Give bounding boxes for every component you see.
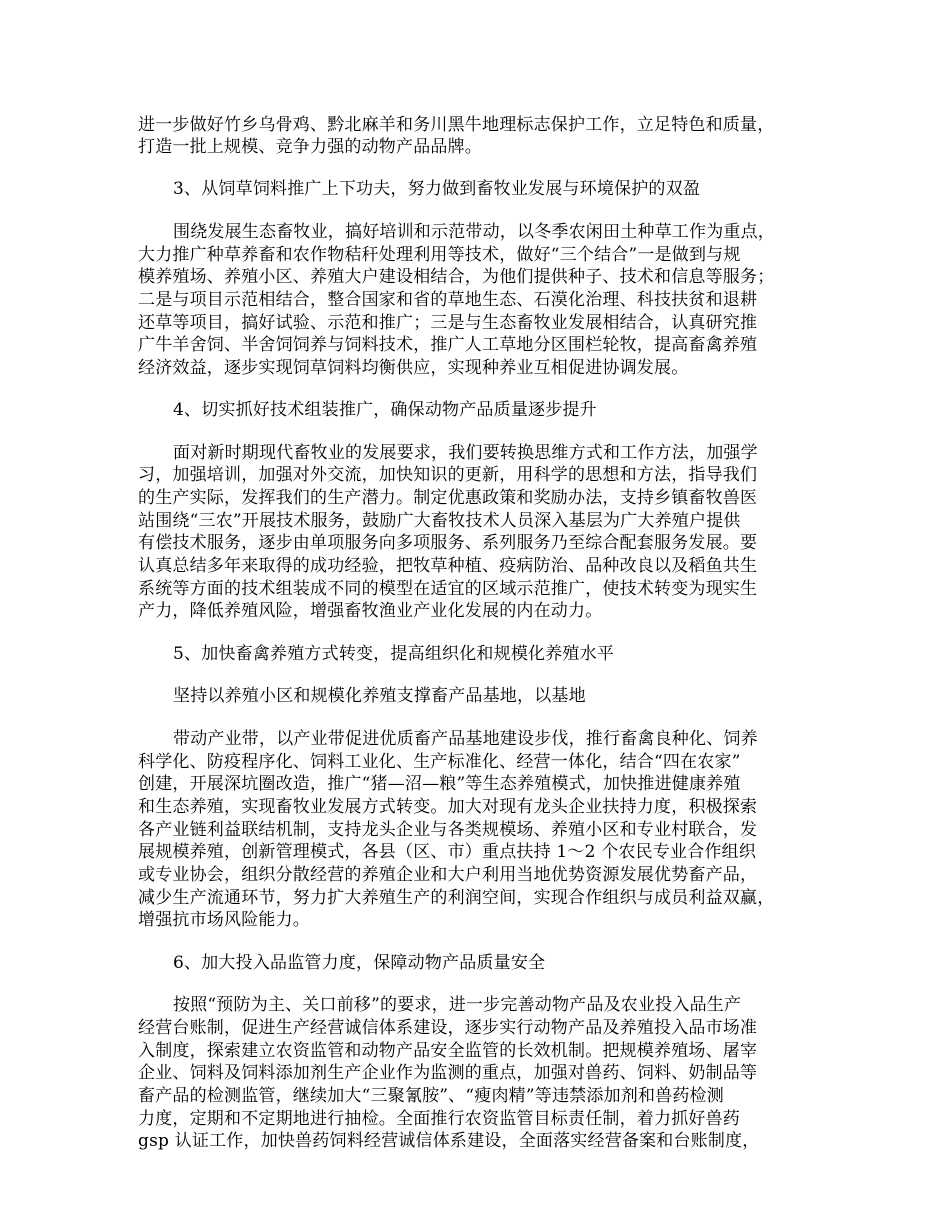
text-line: 科学化、防疫程序化、饲料工业化、生产标准化、经营一体化，结合“四在农家”: [138, 752, 741, 772]
text-line: 力度，定期和不定期地进行抽检。全面推行农资监管目标责任制，着力抓好兽药: [138, 1109, 740, 1129]
text-line: gsp 认证工作，加快兽药饲料经营诚信体系建设，全面落实经营备案和台账制度，: [138, 1131, 760, 1151]
text-line: 创建，开展深坑圈改造，推广“猪—沼—粮”等生态养殖模式，加快推进健康养殖: [138, 774, 741, 794]
text-line: 展规模养殖，创新管理模式，各县（区、市）重点扶持 1～2 个农民专业合作组织: [138, 842, 757, 862]
text-line: 还草等项目，搞好试验、示范和推广；三是与生态畜牧业发展相结合，认真研究推: [138, 313, 758, 333]
text-line: 站围绕“三农”开展技术服务，鼓励广大畜牧技术人员深入基层为广大养殖户提供: [138, 511, 741, 531]
text-line: 增强抗市场风险能力。: [138, 910, 310, 930]
text-line: 模养殖场、养殖小区、养殖大户建设相结合，为他们提供种子、技术和信息等服务；: [138, 267, 775, 287]
text-line: 二是与项目示范相结合，整合国家和省的草地生态、石漠化治理、科技扶贫和退耕: [138, 290, 758, 310]
section-heading: 3、从饲草饲料推广上下功夫，努力做到畜牧业发展与环境保护的双盈: [173, 179, 701, 199]
text-line: [0, 1152, 950, 1176]
text-line: 系统等方面的技术组装成不同的模型在适宜的区域示范推广，使技术转变为现实生: [138, 579, 758, 599]
text-line: 打造一批上规模、竞争力强的动物产品品牌。: [138, 137, 482, 157]
text-line: 面对新时期现代畜牧业的发展要求，我们要转换思维方式和工作方法，加强学: [173, 443, 758, 463]
text-line: 有偿技术服务，逐步由单项服务向多项服务、系列服务乃至综合配套服务发展。要: [138, 533, 758, 553]
text-line: 的生产实际，发挥我们的生产潜力。制定优惠政策和奖励办法，支持乡镇畜牧兽医: [138, 488, 758, 508]
text-line: 按照“预防为主、关口前移”的要求，进一步完善动物产品及农业投入品生产: [173, 995, 742, 1015]
text-line: 企业、饲料及饲料添加剂生产企业作为监测的重点，加强对兽药、饲料、奶制品等: [138, 1063, 758, 1083]
text-line: 减少生产流通环节，努力扩大养殖生产的利润空间，实现合作组织与成员利益双赢，: [138, 888, 775, 908]
text-line: 习，加强培训，加强对外交流，加快知识的更新，用科学的思想和方法，指导我们: [138, 465, 758, 485]
section-heading: 6、加大投入品监管力度，保障动物产品质量安全: [173, 953, 546, 973]
section-heading: 4、切实抓好技术组装推广，确保动物产品质量逐步提升: [173, 400, 597, 420]
text-line: 经济效益，逐步实现饲草饲料均衡供应，实现种养业互相促进协调发展。: [138, 358, 689, 378]
section-heading: 5、加快畜禽养殖方式转变，提高组织化和规模化养殖水平: [173, 644, 615, 664]
text-line: 坚持以养殖小区和规模化养殖支撑畜产品基地，以基地: [173, 686, 586, 706]
text-line: 带动产业带，以产业带促进优质畜产品基地建设步伐，推行畜禽良种化、饲养: [173, 729, 758, 749]
text-line: 畜产品的检测监管，继续加大“三聚氰胺”、“瘦肉精”等违禁添加剂和兽药检测: [138, 1086, 724, 1106]
text-line: 广牛羊舍饲、半舍饲饲养与饲料技术，推广人工草地分区围栏轮牧，提高畜禽养殖: [138, 335, 758, 355]
text-line: 大力推广种草养畜和农作物秸秆处理利用等技术，做好“三个结合”一是做到与规: [138, 245, 741, 265]
text-line: 产力，降低养殖风险，增强畜牧渔业产业化发展的内在动力。: [138, 601, 603, 621]
text-line: 进一步做好竹乡乌骨鸡、黔北麻羊和务川黑牛地理标志保护工作，立足特色和质量，: [138, 115, 775, 135]
text-line: 经营台账制，促进生产经营诚信体系建设，逐步实行动物产品及养殖投入品市场准: [138, 1018, 758, 1038]
text-line: 各产业链利益联结机制，支持龙头企业与各类规模场、养殖小区和专业村联合，发: [138, 820, 758, 840]
text-line: 入制度，探索建立农资监管和动物产品安全监管的长效机制。把规模养殖场、屠宰: [138, 1041, 758, 1061]
text-line: 和生态养殖，实现畜牧业发展方式转变。加大对现有龙头企业扶持力度，积极探索: [138, 797, 758, 817]
text-line: 认真总结多年来取得的成功经验，把牧草种植、疫病防治、品种改良以及稻鱼共生: [138, 556, 758, 576]
text-line: 或专业协会，组织分散经营的养殖企业和大户利用当地优势资源发展优势畜产品，: [138, 865, 758, 885]
text-line: 围绕发展生态畜牧业，搞好培训和示范带动，以冬季农闲田土种草工作为重点，: [173, 222, 775, 242]
